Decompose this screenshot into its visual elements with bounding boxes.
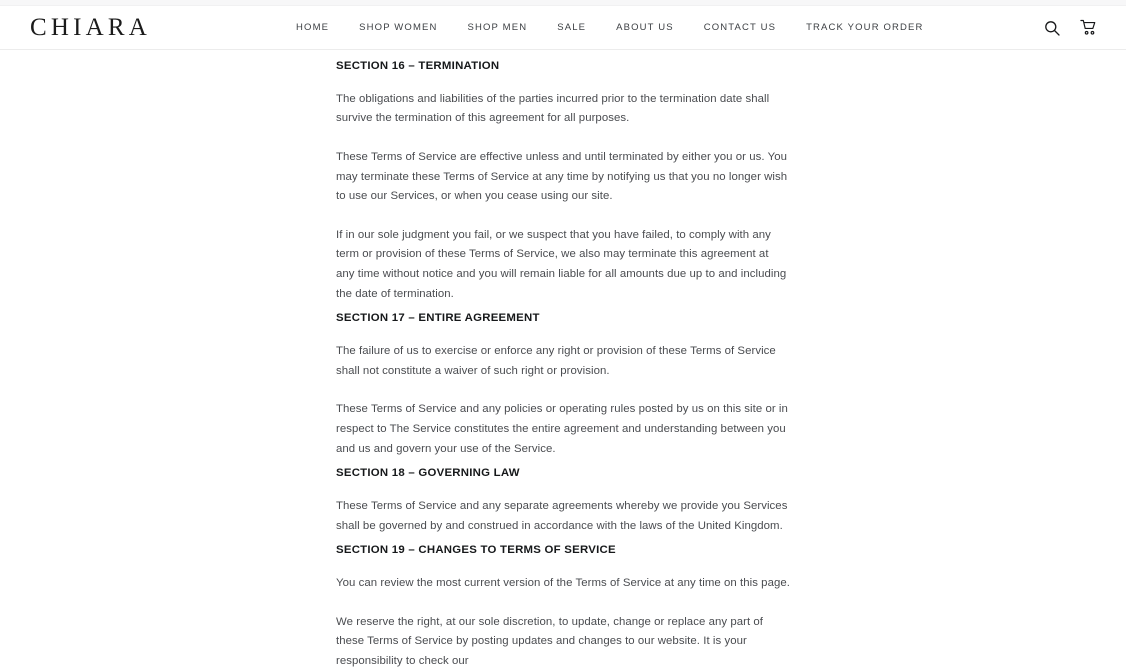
section-16-termination xyxy=(336,59,790,304)
paragraph: We reserve the right, at our sole discretion, to update, change or replace any part of these Terms of Service by posting updates and changes to our website. It is your responsibility to check our xyxy=(336,615,764,667)
section-18-governing-law xyxy=(336,466,790,536)
nav-item-about-us[interactable]: ABOUT US xyxy=(616,21,674,33)
section-heading: SECTION 19 – CHANGES TO TERMS OF SERVICE xyxy=(336,544,616,557)
section-17-entire-agreement xyxy=(336,311,790,459)
paragraph: These Terms of Service and any separate agreements whereby we provide you Services shall be governed by and construed in accordance with the laws of the United Kingdom. xyxy=(336,500,788,532)
nav-item-shop-men[interactable]: SHOP MEN xyxy=(467,21,528,33)
paragraph: You can review the most current version of the Terms of Service at any time on this page. xyxy=(336,577,790,590)
paragraph: These Terms of Service and any policies or operating rules posted by us on this site or in respect to The Service constitutes the entire agreement and understanding between you and us and govern your use of the Service. xyxy=(336,403,788,455)
document-body xyxy=(336,50,790,672)
section-heading: SECTION 18 – GOVERNING LAW xyxy=(336,467,520,480)
site-header xyxy=(0,6,1126,50)
paragraph: The failure of us to exercise or enforce any right or provision of these Terms of Service shall not constitute a waiver of such right or provision. xyxy=(336,345,776,377)
search-icon[interactable] xyxy=(1042,18,1062,38)
site-logo[interactable]: CHIARA xyxy=(30,14,152,41)
section-heading: SECTION 16 – TERMINATION xyxy=(336,60,500,72)
nav-item-home[interactable]: HOME xyxy=(296,21,330,33)
cart-icon[interactable] xyxy=(1078,18,1098,38)
paragraph: These Terms of Service are effective unless and until terminated by either you or us. You may terminate these Terms of Service at any time by notifying us that you no longer wish to use our Services, or when you cease using our site. xyxy=(336,151,788,203)
section-heading: SECTION 17 – ENTIRE AGREEMENT xyxy=(336,312,540,325)
nav-item-shop-women[interactable]: SHOP WOMEN xyxy=(359,21,438,33)
nav-item-contact-us[interactable]: CONTACT US xyxy=(703,21,777,33)
section-19-changes-to-terms-of-service xyxy=(336,543,790,671)
nav-item-track-your-order[interactable]: TRACK YOUR ORDER xyxy=(806,21,924,33)
nav-item-sale[interactable]: SALE xyxy=(557,21,587,33)
paragraph: If in our sole judgment you fail, or we suspect that you have failed, to comply with any term or provision of these Terms of Service, we also may terminate this agreement at any time without notice and you will remain liable for all amounts due up to and including the date of termination. xyxy=(336,228,787,300)
main-navigation xyxy=(296,23,924,33)
header-actions xyxy=(1042,18,1098,38)
paragraph: The obligations and liabilities of the parties incurred prior to the termination date shall survive the termination of this agreement for all purposes. xyxy=(336,92,770,125)
terms-of-service-page xyxy=(0,50,1126,667)
